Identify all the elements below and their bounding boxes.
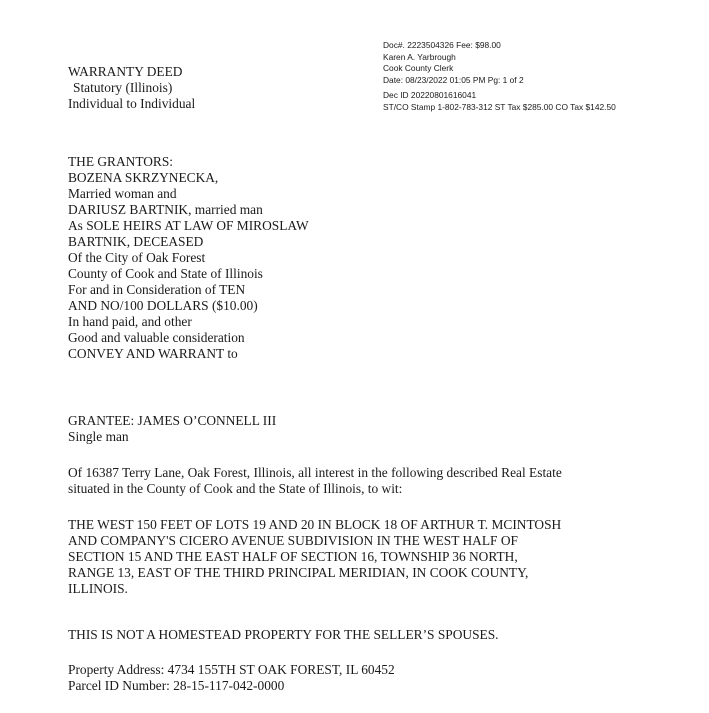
situs-line: situated in the County of Cook and the State of Illinois, to wit: [68,481,403,496]
grantors-line: In hand paid, and other [68,314,192,329]
grantors-line: Married woman and [68,186,177,201]
legal-description [68,517,561,597]
doc-number-line: Doc#. 2223504326 Fee: $98.00 [383,40,501,50]
recording-stamp [383,40,524,86]
deed-title: WARRANTY DEED [68,64,183,79]
situs-paragraph [68,465,562,497]
grantee-section [68,413,276,445]
homestead-note-text: THIS IS NOT A HOMESTEAD PROPERTY FOR THE SELLER’S SPOUSES. [68,627,499,642]
grantors-line: As SOLE HEIRS AT LAW OF MIROSLAW [68,218,309,233]
dec-id-line: Dec ID 20220801616041 [383,90,477,100]
grantors-line: County of Cook and State of Illinois [68,266,263,281]
legal-description-line: THE WEST 150 FEET OF LOTS 19 AND 20 IN BLOCK 18 OF ARTHUR T. MCINTOSH [68,517,562,532]
grantee-status: Single man [68,429,129,444]
recorder-title: Cook County Clerk [383,63,454,73]
tax-stamp [383,90,616,113]
homestead-note [68,627,499,643]
grantors-line: BARTNIK, DECEASED [68,234,204,249]
stamp-tax-line: ST/CO Stamp 1-802-783-312 ST Tax $285.00 CO Tax $142.50 [383,101,616,112]
grantors-line: CONVEY AND WARRANT to [68,346,238,361]
grantors-line: Of the City of Oak Forest [68,250,206,265]
parcel-id: Parcel ID Number: 28-15-117-042-0000 [68,678,285,693]
legal-description-line: SECTION 15 AND THE EAST HALF OF SECTION 16, TOWNSHIP 36 NORTH, [68,549,518,564]
deed-header [68,64,195,112]
grantors-line: DARIUSZ BARTNIK, married man [68,202,263,217]
legal-description-line: RANGE 13, EAST OF THE THIRD PRINCIPAL MERIDIAN, IN COOK COUNTY, [68,565,529,580]
legal-description-line: AND COMPANY'S CICERO AVENUE SUBDIVISION IN THE WEST HALF OF [68,533,518,548]
property-address: Property Address: 4734 155TH ST OAK FOREST, IL 60452 [68,662,395,677]
recording-date-line: Date: 08/23/2022 01:05 PM Pg: 1 of 2 [383,74,524,85]
deed-subtitle: Statutory (Illinois) [73,80,173,95]
legal-description-line: ILLINOIS. [68,581,128,596]
recorder-name: Karen A. Yarbrough [383,51,456,62]
grantee-name: GRANTEE: JAMES O’CONNELL III [68,413,277,428]
grantors-line: AND NO/100 DOLLARS ($10.00) [68,298,258,313]
grantors-line: Good and valuable consideration [68,330,245,345]
grantors-line: BOZENA SKRZYNECKA, [68,170,219,185]
grantors-section [68,154,309,362]
deed-type: Individual to Individual [68,96,196,111]
situs-line: Of 16387 Terry Lane, Oak Forest, Illinois, all interest in the following described Real Estate [68,465,562,480]
grantors-line: THE GRANTORS: [68,154,174,169]
property-info [68,662,395,694]
grantors-line: For and in Consideration of TEN [68,282,246,297]
